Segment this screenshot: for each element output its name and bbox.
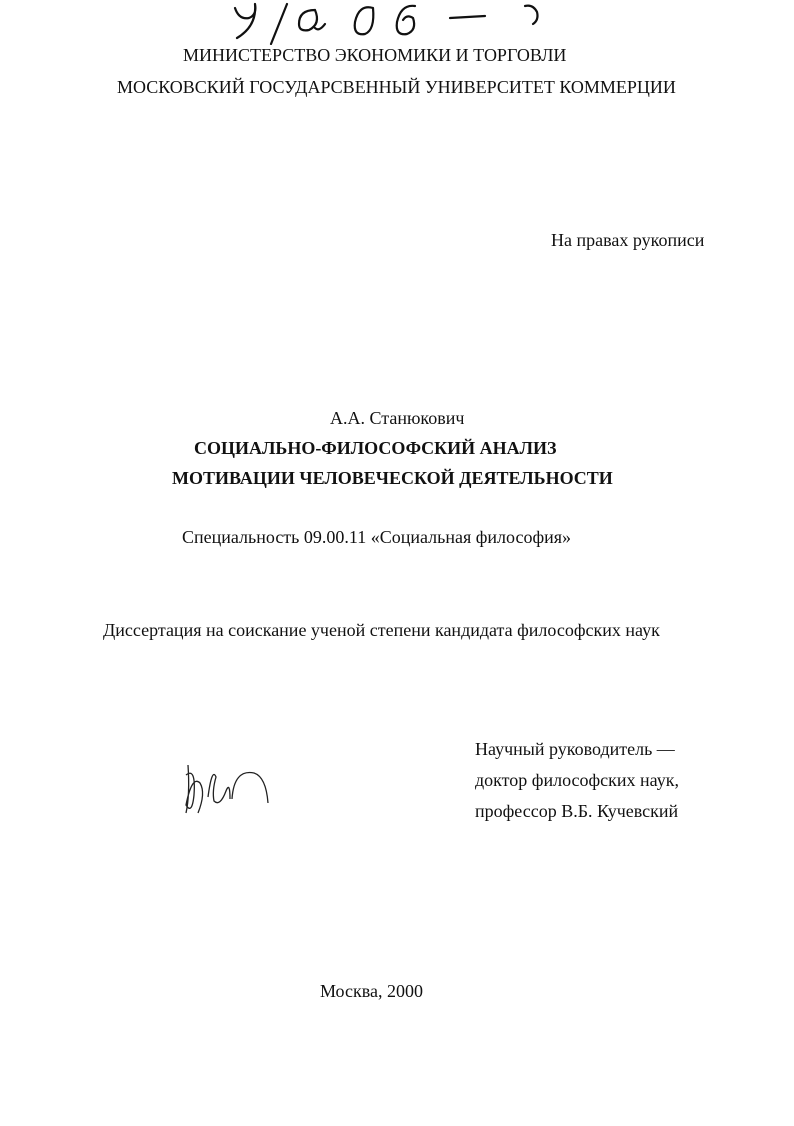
manuscript-note: На правах рукописи	[551, 230, 705, 250]
supervisor-line-2: доктор философских наук,	[475, 770, 679, 790]
signature	[180, 755, 280, 825]
degree-statement: Диссертация на соискание ученой степени кандидата философских наук	[103, 620, 660, 640]
specialty: Специальность 09.00.11 «Социальная философия»	[182, 527, 572, 547]
ministry-heading: МИНИСТЕРСТВО ЭКОНОМИКИ И ТОРГОВЛИ	[183, 45, 567, 65]
handwritten-code	[225, 0, 565, 45]
author-name: А.А. Станюкович	[330, 408, 465, 428]
supervisor-line-1: Научный руководитель —	[475, 739, 675, 759]
supervisor-line-3: профессор В.Б. Кучевский	[475, 801, 679, 821]
title-line-2: МОТИВАЦИИ ЧЕЛОВЕЧЕСКОЙ ДЕЯТЕЛЬНОСТИ	[172, 468, 613, 488]
title-line-1: СОЦИАЛЬНО-ФИЛОСОФСКИЙ АНАЛИЗ	[194, 438, 557, 458]
university-heading: МОСКОВСКИЙ ГОСУДАРСВЕННЫЙ УНИВЕРСИТЕТ КОММЕРЦИИ	[117, 77, 676, 97]
place-year: Москва, 2000	[320, 981, 423, 1001]
